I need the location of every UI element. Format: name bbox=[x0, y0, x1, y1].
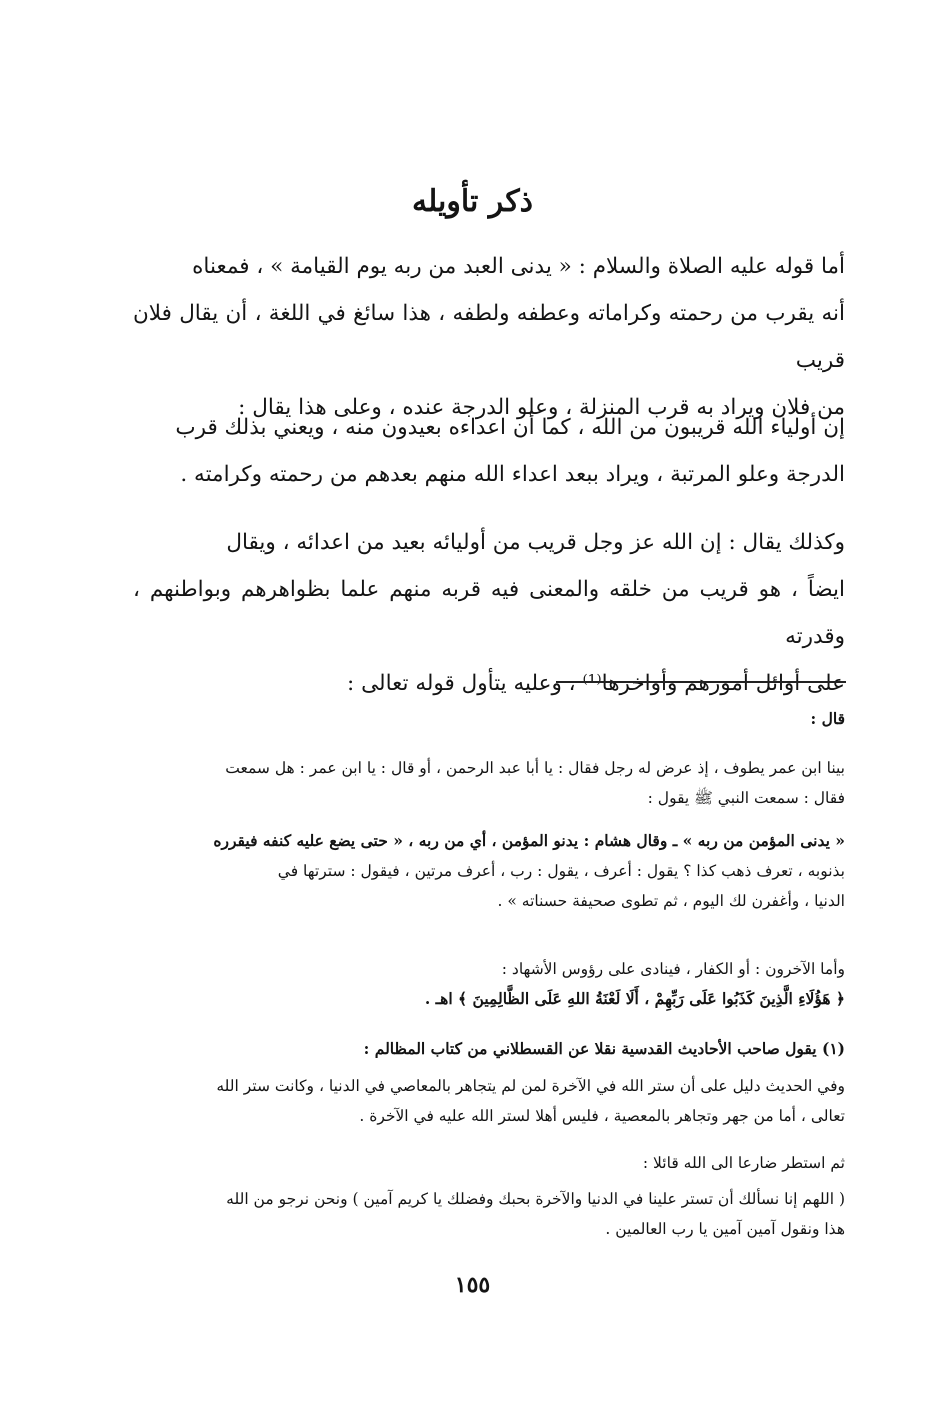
footnote-divider bbox=[556, 681, 846, 683]
footnote-line: بينا ابن عمر يطوف ، إذ عرض له رجل فقال : يا أبا عبد الرحمن ، أو قال : يا ابن عمر : هل سمعت bbox=[225, 759, 845, 777]
paragraph-2-line: الدرجة وعلو المرتبة ، ويراد ببعد اعداء الله منهم بعدهم من رحمته وكرامته . bbox=[180, 462, 845, 487]
footnote-1-then: ثم استطر ضارعا الى الله قائلا : bbox=[642, 1154, 845, 1172]
page-number: ١٥٥ bbox=[454, 1272, 491, 1298]
footnote-line: فقال : سمعت النبي ﷺ يقول : bbox=[647, 789, 845, 807]
footnote-line: بذنوبه ، تعرف ذهب كذا ؟ يقول : أعرف ، يقول : رب ، أعرف مرتين ، فيقول : سترتها في bbox=[277, 862, 845, 880]
paragraph-3-line: وكذلك يقال : إن الله عز وجل قريب من أوليائه بعيد من اعدائه ، ويقال bbox=[226, 530, 845, 555]
footnote-line: وفي الحديث دليل على أن ستر الله في الآخرة لمن لم يتجاهر بالمعاصي في الدنيا ، وكانت ستر الله bbox=[216, 1077, 845, 1095]
paragraph-3-line: ايضاً ، هو قريب من خلقه والمعنى فيه قربه منهم علما بظواهرهم وبواطنهم ، وقدرته bbox=[133, 577, 845, 649]
footnote-line: « يدنى المؤمن من ربه » ـ وقال هشام : يدنو المؤمن ، أي من ربه ، « حتى يضع عليه كنفه فيقرره bbox=[213, 831, 845, 850]
paragraph-3 bbox=[133, 519, 845, 707]
footnote-line: هذا ونقول آمين آمين يا رب العالمين . bbox=[605, 1220, 845, 1238]
paragraph-2 bbox=[133, 404, 845, 498]
footnote-line: وأما الآخرون : أو الكفار ، فينادى على رؤوس الأشهاد : bbox=[501, 960, 845, 978]
footnote-1-intro: (١) يقول صاحب الأحاديث القدسية نقلا عن القسطلاني من كتاب المظالم : bbox=[363, 1039, 845, 1058]
footnote-1-body bbox=[133, 1071, 845, 1131]
paragraph-3-line: على أوائل أمورهم وأواخرها⁽¹⁾ ، وعليه يتأول قوله تعالى : bbox=[347, 671, 845, 696]
footnote-line: تعالى ، أما من جهر وتجاهر بالمعصية ، فليس أهلا لستر الله عليه في الآخرة . bbox=[359, 1107, 845, 1125]
paragraph-1-line: أنه يقرب من رحمته وكراماته وعطفه ولطفه ، هذا سائغ في اللغة ، أن يقال فلان قريب bbox=[133, 301, 845, 373]
quran-verse-line: ﴿ هَؤُلَاءِ الَّذِينَ كَذَبُوا عَلَى رَبِّهِمْ ، أَلَا لَعْنَةُ اللهِ عَلَى الظَّالِمِينَ ﴾ اهـ . bbox=[424, 989, 845, 1008]
footnote-qal: قال : bbox=[810, 709, 845, 728]
paragraph-2-line: إن أولياء الله قريبون من الله ، كما أن اعداءه بعيدون منه ، ويعني بذلك قرب bbox=[175, 415, 845, 440]
section-heading: ذكر تأويله bbox=[412, 184, 533, 219]
footnote-line: ( اللهم إنا نسألك أن تستر علينا في الدنيا والآخرة بحبك وفضلك يا كريم آمين ) ونحن نرجو من الله bbox=[226, 1190, 845, 1208]
footnote-hadith-text bbox=[133, 826, 845, 916]
paragraph-1 bbox=[133, 243, 845, 431]
paragraph-1-line: أما قوله عليه الصلاة والسلام : « يدنى العبد من ربه يوم القيامة » ، فمعناه bbox=[192, 254, 845, 279]
footnote-line: الدنيا ، وأغفرن لك اليوم ، ثم تطوى صحيفة حسناته » . bbox=[497, 892, 845, 910]
footnote-quran-verse bbox=[133, 954, 845, 1014]
footnote-1-prayer bbox=[133, 1184, 845, 1244]
paragraph-1-line: من فلان ويراد به قرب المنزلة ، وعلو الدرجة عنده ، وعلى هذا يقال : bbox=[238, 395, 845, 420]
footnote-hadith-intro bbox=[133, 753, 845, 813]
